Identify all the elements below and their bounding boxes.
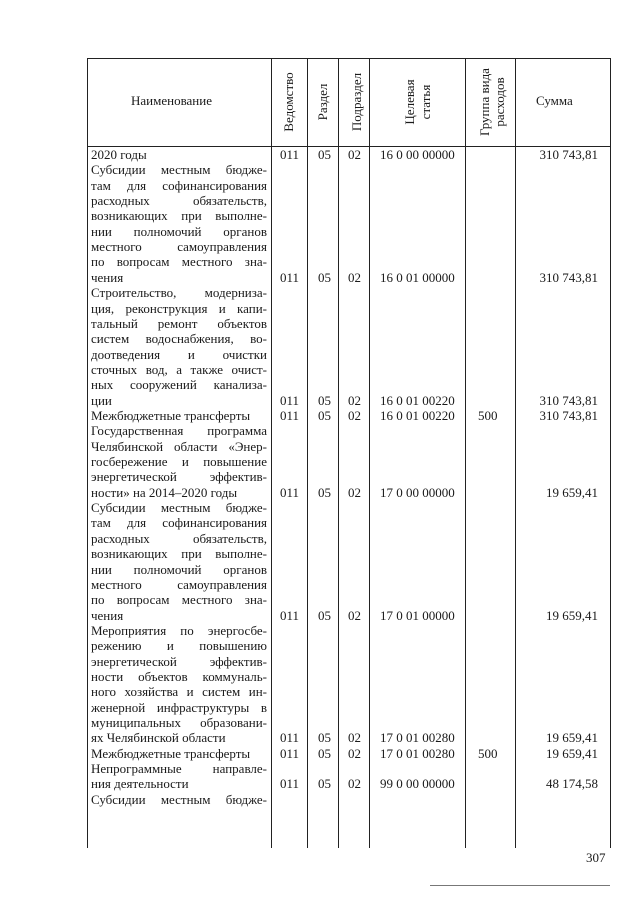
- row-gruppa: 500: [478, 745, 498, 761]
- row-summa: 19 659,41: [546, 730, 598, 746]
- row-name: энергетической эффектив-: [91, 469, 267, 485]
- table-row: [0, 469, 640, 484]
- header-vedomstvo: Ведомство: [281, 72, 296, 132]
- row-name: Мероприятия по энергосбе-: [91, 622, 267, 638]
- table-row: [0, 285, 640, 300]
- row-name: по вопросам местного зна-: [91, 592, 267, 608]
- row-name: ного хозяйства и систем ин-: [91, 684, 267, 700]
- row-vedomstvo: 011: [280, 407, 300, 423]
- table-row: [0, 270, 640, 285]
- header-summa: Сумма: [536, 93, 573, 108]
- row-vedomstvo: 011: [280, 484, 300, 500]
- row-name: Межбюджетные трансферты: [91, 407, 251, 423]
- table-row: [0, 623, 640, 638]
- row-name: чения: [91, 269, 124, 285]
- row-name: доотведения и очистки: [91, 346, 267, 362]
- row-name: Челябинской области «Энер-: [91, 438, 267, 454]
- row-vedomstvo: 011: [280, 392, 300, 408]
- table-row: [0, 515, 640, 530]
- row-name: местного самоуправления: [91, 576, 267, 592]
- table-row: [0, 776, 640, 791]
- table-row: [0, 224, 640, 239]
- row-celevaya: 16 0 01 00000: [380, 269, 455, 285]
- row-name: ния деятельности: [91, 776, 189, 792]
- row-vedomstvo: 011: [280, 776, 300, 792]
- row-celevaya: 99 0 00 00000: [380, 776, 455, 792]
- table-row: [0, 454, 640, 469]
- table-row: [0, 331, 640, 346]
- row-celevaya: 16 0 00 00000: [380, 147, 455, 162]
- row-summa: 310 743,81: [539, 392, 598, 408]
- row-name: расходных обязательств,: [91, 530, 267, 546]
- table-row: [0, 669, 640, 684]
- row-podrazdel: 02: [348, 147, 361, 162]
- row-name: местного самоуправления: [91, 239, 267, 255]
- table-row: [0, 485, 640, 500]
- row-razdel: 05: [318, 607, 331, 623]
- table-row: [0, 178, 640, 193]
- row-summa: 19 659,41: [546, 607, 598, 623]
- row-vedomstvo: 011: [280, 730, 300, 746]
- table-row: [0, 608, 640, 623]
- header-celevaya-line2: статья: [418, 84, 433, 120]
- table-row: [0, 347, 640, 362]
- row-name: Субсидии местным бюдже-: [91, 500, 267, 516]
- row-razdel: 05: [318, 407, 331, 423]
- row-name: сточных вод, а также очист-: [91, 361, 267, 377]
- row-name: возникающих при выполне-: [91, 546, 267, 562]
- row-celevaya: 17 0 01 00280: [380, 745, 455, 761]
- header-razdel: Раздел: [315, 83, 330, 121]
- row-name: женерной инфраструктуры в: [91, 699, 267, 715]
- row-summa: 48 174,58: [546, 776, 598, 792]
- row-podrazdel: 02: [348, 484, 361, 500]
- table-row: [0, 239, 640, 254]
- row-name: чения: [91, 607, 124, 623]
- row-podrazdel: 02: [348, 745, 361, 761]
- table-row: [0, 408, 640, 423]
- row-summa: 310 743,81: [539, 407, 598, 423]
- row-podrazdel: 02: [348, 392, 361, 408]
- row-razdel: 05: [318, 269, 331, 285]
- table-row: [0, 746, 640, 761]
- row-podrazdel: 02: [348, 730, 361, 746]
- table-row: [0, 562, 640, 577]
- header-name: Наименование: [131, 93, 212, 108]
- row-name: ности» на 2014–2020 годы: [91, 484, 238, 500]
- row-name: систем водоснабжения, во-: [91, 331, 267, 347]
- table-row: [0, 393, 640, 408]
- row-name: энергетической эффектив-: [91, 653, 267, 669]
- row-summa: 310 743,81: [539, 269, 598, 285]
- row-name: нии полномочий органов: [91, 223, 267, 239]
- row-name: Субсидии местным бюдже-: [91, 791, 267, 807]
- table-row: [0, 715, 640, 730]
- table-row: [0, 377, 640, 392]
- row-name: ях Челябинской области: [91, 730, 226, 746]
- table-row: [0, 730, 640, 745]
- row-vedomstvo: 011: [280, 147, 300, 162]
- row-vedomstvo: 011: [280, 607, 300, 623]
- table-row: [0, 316, 640, 331]
- row-celevaya: 17 0 00 00000: [380, 484, 455, 500]
- row-name: ности объектов коммуналь-: [91, 668, 267, 684]
- row-name: по вопросам местного зна-: [91, 254, 267, 270]
- row-podrazdel: 02: [348, 407, 361, 423]
- row-name: Государственная программа: [91, 423, 267, 439]
- row-name: там для софинансирования: [91, 515, 267, 531]
- row-razdel: 05: [318, 484, 331, 500]
- row-name: нии полномочий органов: [91, 561, 267, 577]
- table-row: [0, 439, 640, 454]
- table-row: [0, 362, 640, 377]
- table-row: [0, 147, 640, 162]
- row-name: 2020 годы: [91, 147, 147, 162]
- row-razdel: 05: [318, 147, 331, 162]
- table-row: [0, 193, 640, 208]
- row-podrazdel: 02: [348, 776, 361, 792]
- table-row: [0, 792, 640, 807]
- footer-rule: [430, 885, 610, 886]
- row-name: Непрограммные направле-: [91, 761, 267, 776]
- row-celevaya: 17 0 01 00280: [380, 730, 455, 746]
- row-name: возникающих при выполне-: [91, 208, 267, 224]
- header-podrazdel: Подраздел: [349, 72, 364, 132]
- table-row: [0, 546, 640, 561]
- table-row: [0, 208, 640, 223]
- row-name: там для софинансирования: [91, 177, 267, 193]
- row-razdel: 05: [318, 392, 331, 408]
- row-name: госбережение и повышение: [91, 454, 267, 469]
- row-name: ция, реконструкция и капи-: [91, 300, 267, 316]
- row-podrazdel: 02: [348, 607, 361, 623]
- row-name: ных сооружений канализа-: [91, 377, 267, 393]
- row-celevaya: 17 0 01 00000: [380, 607, 455, 623]
- row-summa: 19 659,41: [546, 484, 598, 500]
- row-celevaya: 16 0 01 00220: [380, 392, 455, 408]
- row-name: Субсидии местным бюдже-: [91, 162, 267, 178]
- header-celevaya-line1: Целевая: [402, 79, 417, 125]
- table-row: [0, 500, 640, 515]
- page-number: 307: [586, 850, 606, 865]
- row-razdel: 05: [318, 745, 331, 761]
- table-row: [0, 254, 640, 269]
- row-vedomstvo: 011: [280, 745, 300, 761]
- table-row: [0, 423, 640, 438]
- row-name: расходных обязательств,: [91, 193, 267, 209]
- row-summa: 19 659,41: [546, 745, 598, 761]
- row-name: ции: [91, 392, 112, 408]
- row-name: Межбюджетные трансферты: [91, 745, 251, 761]
- row-podrazdel: 02: [348, 269, 361, 285]
- row-name: тальный ремонт объектов: [91, 315, 267, 331]
- row-name: режению и повышению: [91, 638, 267, 654]
- table-row: [0, 531, 640, 546]
- table-row: [0, 700, 640, 715]
- row-summa: 310 743,81: [539, 147, 598, 162]
- table-row: [0, 684, 640, 699]
- row-celevaya: 16 0 01 00220: [380, 407, 455, 423]
- row-razdel: 05: [318, 730, 331, 746]
- table-row: [0, 577, 640, 592]
- table-row: [0, 654, 640, 669]
- row-razdel: 05: [318, 776, 331, 792]
- header-gruppa-line2: расходов: [492, 77, 507, 127]
- table-row: [0, 761, 640, 776]
- row-vedomstvo: 011: [280, 269, 300, 285]
- row-gruppa: 500: [478, 407, 498, 423]
- row-name: Строительство, модерниза-: [91, 285, 267, 301]
- table-row: [0, 592, 640, 607]
- table-row: [0, 638, 640, 653]
- table-row: [0, 162, 640, 177]
- row-name: муниципальных образовани-: [91, 714, 267, 730]
- header-gruppa-line1: Группа вида: [477, 68, 492, 136]
- table-row: [0, 301, 640, 316]
